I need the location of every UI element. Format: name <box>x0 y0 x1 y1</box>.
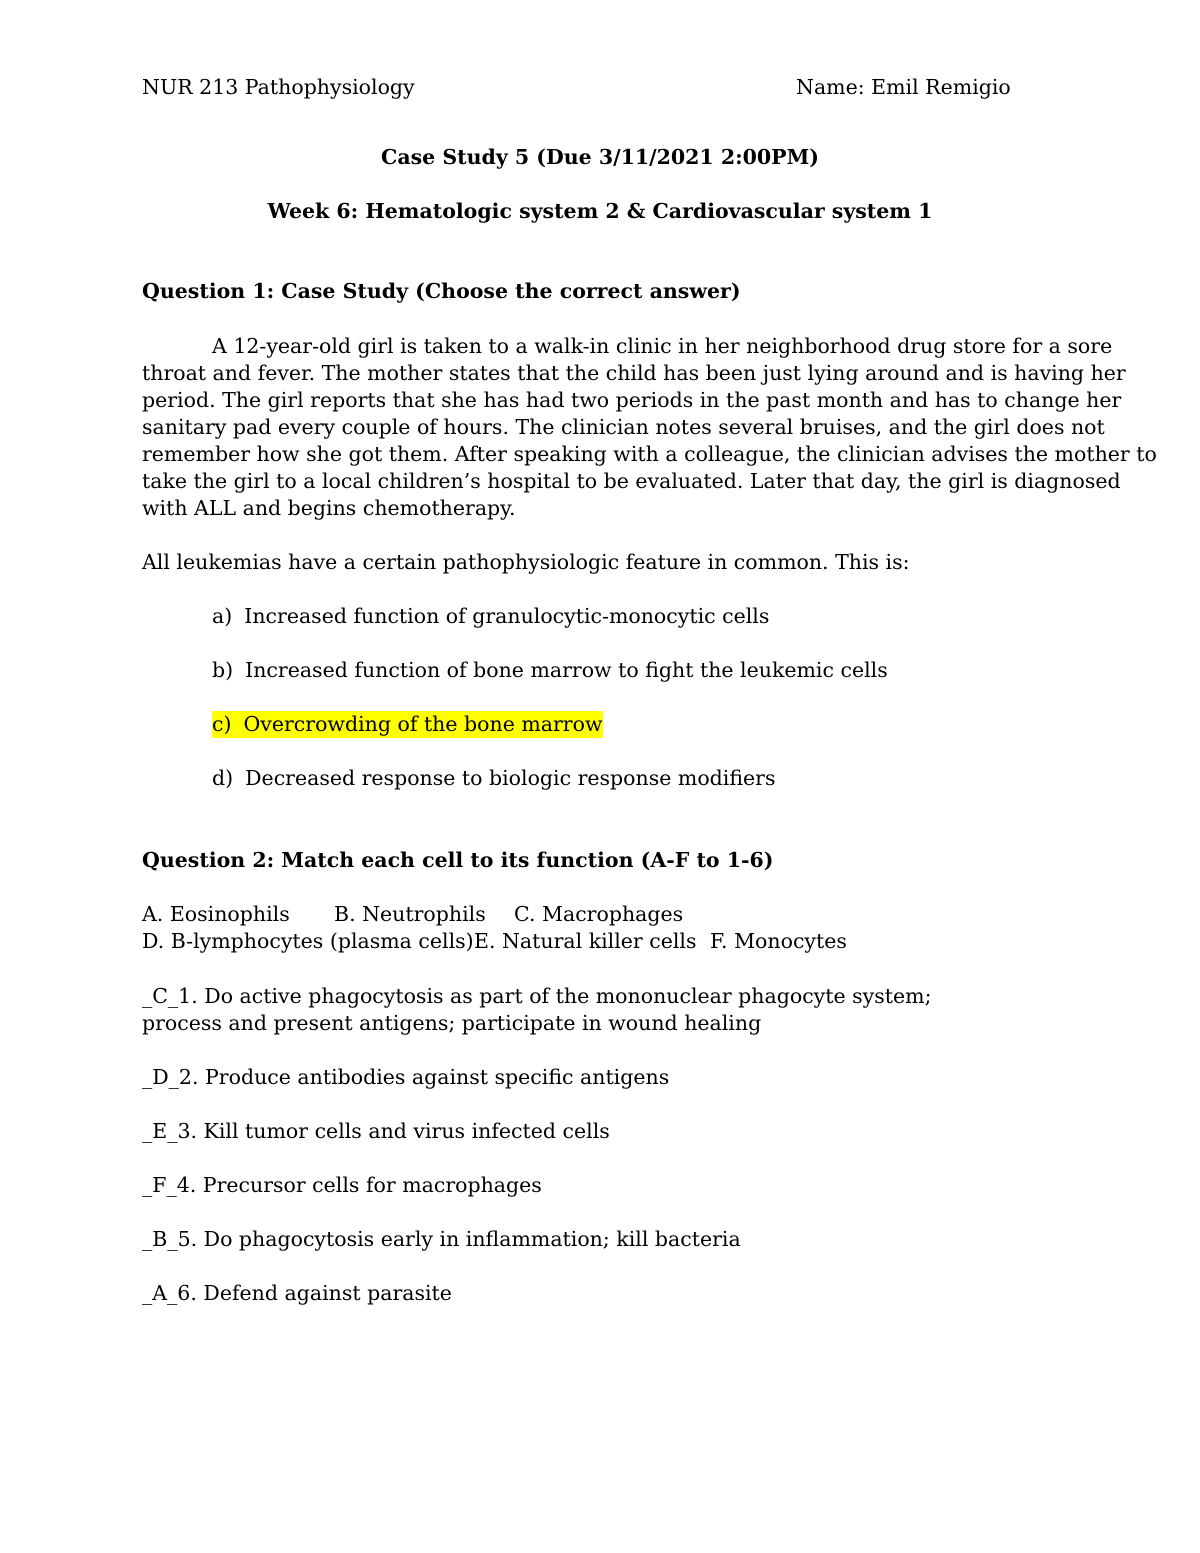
match-answer-line: process and present antigens; participate in wound healing <box>142 1011 762 1035</box>
paragraph-line: take the girl to a local children’s hospital to be evaluated. Later that day, the girl is diagnosed <box>142 469 1121 493</box>
paragraph-line: with ALL and begins chemotherapy. <box>142 496 516 520</box>
option-text: Decreased response to biologic response modifiers <box>245 766 776 790</box>
match-answer-line: _C_1. Do active phagocytosis as part of the mononuclear phagocyte system; <box>142 984 932 1008</box>
cell-item: F. Monocytes <box>710 929 847 953</box>
cell-item: A. Eosinophils <box>142 902 290 926</box>
option-text: Increased function of bone marrow to fight the leukemic cells <box>245 658 888 682</box>
option-letter: d) <box>212 766 234 790</box>
paragraph-line: throat and fever. The mother states that the child has been just lying around and is having her <box>142 361 1126 385</box>
cell-item: B. Neutrophils <box>334 902 486 926</box>
option-c-highlighted <box>212 711 603 738</box>
option-text: Overcrowding of the bone marrow <box>243 712 603 736</box>
option-letter: b) <box>212 658 234 682</box>
option-letter: a) <box>212 604 233 628</box>
option-letter: c) <box>212 712 232 736</box>
option-d <box>212 765 775 792</box>
match-answer-line: _D_2. Produce antibodies against specific antigens <box>142 1065 670 1089</box>
student-name: Name: Emil Remigio <box>796 75 1011 99</box>
match-answer-line: _A_6. Defend against parasite <box>142 1281 452 1305</box>
paragraph-line: remember how she got them. After speaking with a colleague, the clinician advises the mother to <box>142 442 1157 466</box>
paragraph-line: period. The girl reports that she has had two periods in the past month and has to change her <box>142 388 1122 412</box>
cell-item: E. Natural killer cells <box>474 929 697 953</box>
match-answer-line: _F_4. Precursor cells for macrophages <box>142 1173 542 1197</box>
match-answer-line: _E_3. Kill tumor cells and virus infected cells <box>142 1119 610 1143</box>
paragraph-line: sanitary pad every couple of hours. The clinician notes several bruises, and the girl does not <box>142 415 1105 439</box>
question-1-heading: Question 1: Case Study (Choose the correct answer) <box>142 279 741 303</box>
question-1-prompt: All leukemias have a certain pathophysiologic feature in common. This is: <box>142 550 910 574</box>
case-study-title: Case Study 5 (Due 3/11/2021 2:00PM) <box>381 145 819 169</box>
week-title: Week 6: Hematologic system 2 & Cardiovascular system 1 <box>267 199 933 223</box>
paragraph-line: A 12-year-old girl is taken to a walk-in clinic in her neighborhood drug store for a sore <box>212 334 1113 358</box>
course-title: NUR 213 Pathophysiology <box>142 75 415 99</box>
option-a <box>212 603 769 630</box>
question-2-heading: Question 2: Match each cell to its function (A-F to 1-6) <box>142 848 774 872</box>
match-answer-line: _B_5. Do phagocytosis early in inflammation; kill bacteria <box>142 1227 741 1251</box>
option-text: Increased function of granulocytic-monocytic cells <box>244 604 770 628</box>
option-b <box>212 657 888 684</box>
cell-item: C. Macrophages <box>514 902 684 926</box>
cell-item: D. B-lymphocytes (plasma cells) <box>142 929 474 953</box>
